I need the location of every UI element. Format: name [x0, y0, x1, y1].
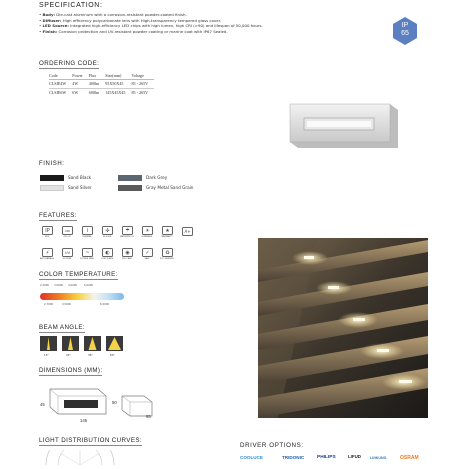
ordering-table	[49, 72, 154, 96]
ip-badge-line1: IP	[401, 22, 409, 29]
feature-label: UV FREE	[62, 258, 72, 260]
table-cell: 85 - 265V	[131, 89, 149, 95]
feature-label: ECO FRIENDLY	[160, 258, 175, 260]
finish-label-sand-black: Sand Black	[68, 175, 92, 180]
eye-icon: ◉	[122, 248, 133, 257]
ip-badge	[393, 17, 417, 45]
cct-tick: 3,000K	[54, 284, 64, 287]
cct-tick: 2,200K	[40, 284, 50, 287]
brand-logo-cooluce: COOLUCE	[240, 455, 263, 460]
table-cell: 400lm	[89, 80, 105, 88]
brand-logo-tridonic: TRIDONIC	[282, 455, 305, 460]
finish-label-gray-metal-sand-grain: Gray Metal Sand Grain	[146, 185, 194, 190]
table-cell: 145X45X45	[105, 89, 126, 95]
dimmable-icon: ☀	[142, 226, 153, 235]
step-light-fixture-image	[288, 100, 400, 150]
finish-label-dark-grey: Dark Grey	[146, 175, 168, 180]
ip-rating-icon: IP	[42, 226, 53, 235]
glare-icon: ◐	[102, 248, 113, 257]
front-view-drawing	[48, 386, 108, 420]
damage-icon: ⚡	[42, 248, 53, 257]
brand-logo-osram: OSRAM	[400, 455, 419, 461]
ip-badge-line2: 65	[401, 30, 409, 37]
table-cell: CLSIE4W	[49, 80, 72, 88]
flicker-icon: ~	[82, 248, 93, 257]
specification-title: SPECIFICATION:	[39, 2, 103, 9]
side-width-label: 95	[146, 414, 151, 419]
finish-swatch-sand-silver	[40, 185, 64, 191]
color-temperature-title: COLOR TEMPERATURE:	[39, 271, 118, 278]
ordering-title: ORDERING CODE:	[39, 60, 100, 67]
waterproof-icon: ☂	[122, 226, 133, 235]
table-row	[49, 80, 154, 88]
safe-icon: ✓	[142, 248, 153, 257]
ordering-col-flux: Flux	[89, 72, 105, 80]
table-cell: 600lm	[88, 89, 100, 95]
beam-angle-label: 15°	[44, 353, 49, 357]
feature-label: THERMAL	[82, 236, 92, 238]
table-row	[49, 88, 154, 96]
table-cell: 4W	[72, 80, 88, 88]
feature-label: IP65	[44, 236, 50, 238]
spec-item-led-source: • LED Source: Integrated high-efficiency LED chips with high lumen, high CRI (>90) and lifespan of 50,000 hours.	[39, 23, 263, 29]
front-view-outline	[48, 386, 108, 416]
ordering-col-voltage: Voltage	[131, 72, 154, 80]
illuminated-stairs-image	[258, 238, 428, 418]
feature-label: SAFE	[144, 258, 150, 260]
cct-tick: 2,700K	[44, 303, 54, 306]
feature-label: WARRANTY	[161, 236, 173, 238]
brand-logo-philips: PHILIPS	[317, 455, 336, 460]
feature-label: WATERPROOF	[120, 236, 134, 238]
finish-swatch-dark-grey	[118, 175, 142, 181]
light-distribution-chart	[40, 450, 120, 469]
spec-item-finish: • Finish: Corrosion protection and UV-resistant powder coating or marine coat with IP67 Sealed.	[39, 28, 228, 34]
feature-label: FLICKER FREE	[80, 258, 94, 260]
energy-class-icon: A+	[182, 227, 193, 236]
cct-tick: 5,000K	[84, 284, 94, 287]
feature-label: ANTI DAMAGE	[40, 258, 55, 260]
ordering-table-wrap	[49, 72, 154, 96]
warranty-icon: ★	[162, 226, 173, 235]
feature-label: DIMMABLE	[141, 236, 153, 238]
feature-label: 50,000H	[102, 236, 112, 238]
spec-item-body: • Body: Die-cast aluminum with a corrosion-resistant powder-coated finish.	[39, 12, 187, 17]
driver-options-title: DRIVER OPTIONS:	[240, 442, 304, 449]
cri-icon: CRI	[62, 226, 73, 235]
polar-curve-graphic	[40, 450, 120, 465]
feature-label: EYE CARE	[122, 258, 132, 260]
ordering-col-power: Power	[72, 72, 88, 80]
color-temperature-gradient-bar	[40, 293, 124, 300]
beam-angle-label: 24°	[66, 353, 71, 357]
feature-label: LOW GLARE	[101, 258, 113, 260]
ordering-col-size: Size(mm)	[105, 72, 131, 80]
table-cell: 85 - 265V	[131, 80, 154, 88]
table-cell: 95X50X45	[105, 80, 131, 88]
lifespan-icon: ✣	[102, 226, 113, 235]
ordering-header-row	[49, 72, 154, 80]
finish-swatch-gray-metal-sand-grain	[118, 185, 142, 191]
uv-icon: UV	[62, 248, 73, 257]
finish-label-sand-silver: Sand Silver	[68, 185, 92, 190]
thermal-icon: ⌇	[82, 226, 93, 235]
beam-angle-label: 60°	[110, 353, 115, 357]
cct-tick: 3,500K	[62, 303, 72, 306]
spec-item-diffuser: • Diffuser: High efficiency polycarbonate lens with High-transparency tempered glass cover.	[39, 17, 222, 23]
light-distribution-title: LIGHT DISTRIBUTION CURVES:	[39, 437, 142, 444]
brand-logo-linkung: LINKUNG	[370, 456, 387, 460]
table-cell: CLSIE6W	[49, 89, 67, 95]
finish-swatch-sand-black	[40, 175, 64, 181]
brand-logo-lifud: LIFUD	[348, 454, 361, 459]
ordering-col-code: Code	[49, 72, 72, 80]
installation-photo	[258, 238, 428, 418]
beam-angle-label: 36°	[88, 353, 93, 357]
dimensions-title: DIMENSIONS (MM):	[39, 367, 103, 374]
front-height-label: 45	[40, 402, 45, 407]
front-width-label: 145	[80, 418, 88, 423]
feature-label: CRI>90	[63, 236, 71, 238]
specification-list	[39, 12, 263, 34]
side-height-label: 50	[112, 400, 117, 405]
finish-title: FINISH:	[39, 161, 65, 167]
features-title: FEATURES:	[39, 212, 77, 219]
product-image	[288, 100, 400, 154]
table-cell: 6W	[72, 89, 79, 95]
cct-tick: 4,000K	[68, 284, 78, 287]
eco-icon: ♻	[162, 248, 173, 257]
cct-tick: 6,500K	[100, 303, 110, 306]
beam-angle-title: BEAM ANGLE:	[39, 324, 86, 331]
ip-badge-text	[393, 22, 417, 38]
beam-angle-graphics	[40, 336, 126, 351]
